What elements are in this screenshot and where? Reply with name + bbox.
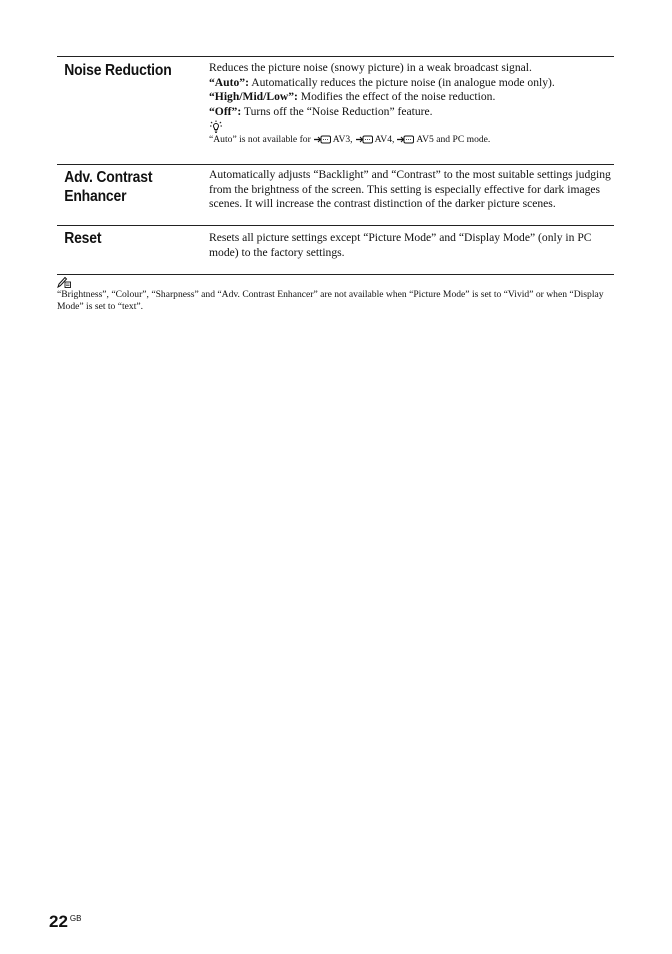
row-body-adv-contrast-enhancer: [209, 165, 614, 225]
option-auto-label: “Auto”:: [209, 75, 249, 89]
row-noise-reduction: [57, 57, 614, 165]
option-high-mid-low-text: Modifies the effect of the noise reduction.: [297, 90, 496, 103]
note-block: [57, 276, 614, 312]
option-high-mid-low: [209, 90, 614, 105]
option-off: [209, 105, 614, 120]
row-title-line-1: Adv. Contrast: [64, 169, 153, 186]
option-off-text: Turns off the “Noise Reduction” feature.: [241, 104, 433, 118]
option-high-mid-low-label: “High/Mid/Low”:: [209, 90, 298, 103]
input-jack-icon: [397, 135, 414, 144]
row-title-line-2: Enhancer: [64, 188, 127, 205]
adv-contrast-description: Automatically adjusts “Backlight” and “Contrast” to the most suitable settings judging from the brightness of the screen. This setting is especially effective for dark images scenes. It will increase the contrast distinction of the darker picture scenes.: [209, 168, 611, 210]
reset-description: Resets all picture settings except “Picture Mode” and “Display Mode” (only in PC mode) to the factory settings.: [209, 231, 592, 259]
page-language-code: GB: [69, 914, 82, 923]
option-off-label: “Off”:: [209, 104, 242, 118]
settings-table: [57, 56, 614, 275]
row-body-reset: [209, 226, 614, 274]
hint-input-av5: AV5 and PC mode.: [416, 134, 491, 145]
page-number-value: 22: [49, 912, 68, 931]
row-adv-contrast-enhancer: [57, 165, 614, 226]
hint-input-av3: AV3,: [332, 134, 353, 145]
row-body-noise-reduction: [209, 57, 614, 164]
input-jack-icon: [356, 135, 373, 144]
noise-reduction-intro: Reduces the picture noise (snowy picture) in a weak broadcast signal.: [209, 61, 532, 74]
option-auto-text: Automatically reduces the picture noise (in analogue mode only).: [248, 75, 555, 89]
input-jack-icon: [314, 135, 331, 144]
row-title-noise-reduction: Noise Reduction: [64, 62, 172, 79]
lightbulb-icon: [210, 120, 222, 133]
page-number: [49, 909, 81, 932]
row-title-adv-contrast-enhancer: [57, 165, 194, 225]
option-auto: [209, 76, 614, 91]
note-pencil-icon: [57, 276, 71, 288]
auto-availability-hint: [209, 133, 614, 146]
hint-prefix: “Auto” is not available for: [209, 134, 311, 145]
hint-input-av4: AV4,: [374, 134, 395, 145]
note-text: “Brightness”, “Colour”, “Sharpness” and “Adv. Contrast Enhancer” are not available when “Picture Mode” is set to “Vivid” or when “Display Mode” is set to “text”.: [57, 289, 604, 312]
row-title-reset: Reset: [64, 230, 102, 247]
row-reset: [57, 226, 614, 275]
